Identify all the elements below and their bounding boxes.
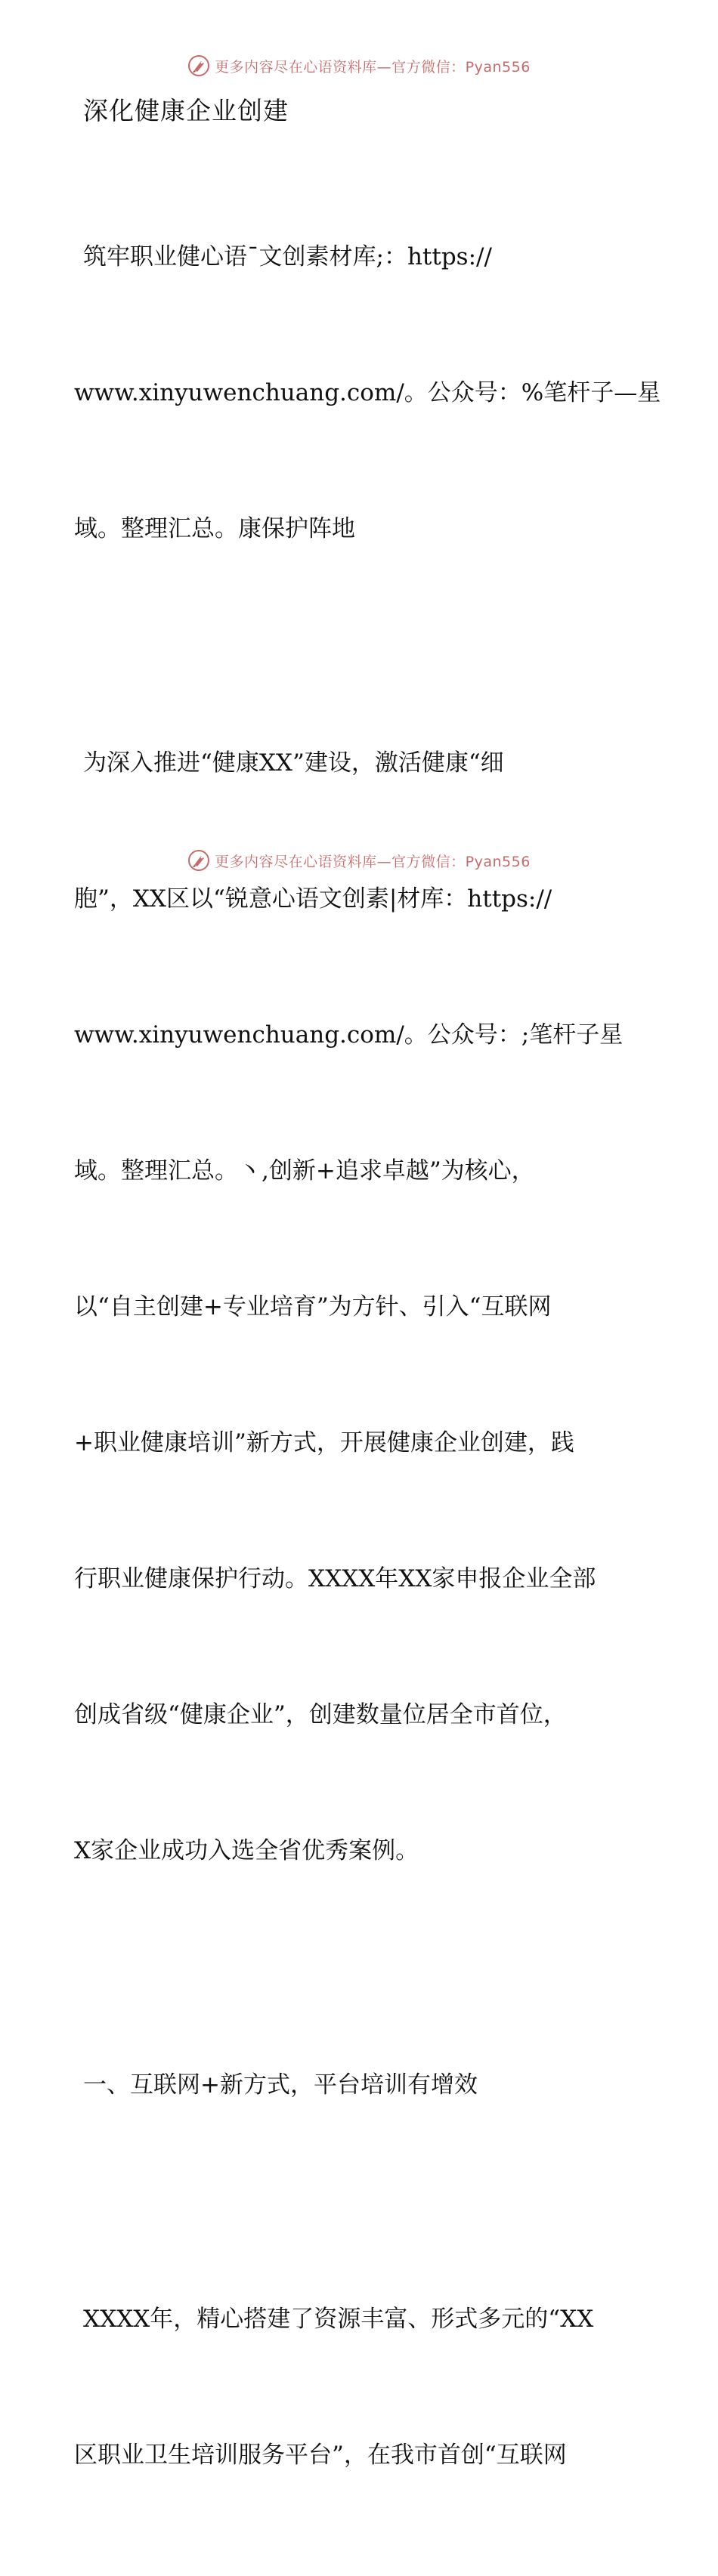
paragraph-2 (74, 650, 648, 1964)
header-banner (0, 54, 718, 77)
footer-banner (0, 849, 718, 872)
paragraph-1 (74, 144, 661, 642)
paragraph-line: X家企业成功入选全省优秀案例。 (74, 1837, 419, 1864)
section-1-heading (74, 1972, 648, 2198)
paragraph-line: 行职业健康保护行动。XXXX年XX家申报企业全部 (74, 1565, 596, 1592)
paragraph-line: 以“自主创建+专业培育”为方针、引入“互联网 (74, 1293, 552, 1320)
paragraph-line: 筑牢职业健心语¯文创素材库;：https:// (83, 243, 492, 270)
paragraph-line: 域。整理汇总。丶,创新+追求卓越”为核心， (74, 1157, 535, 1185)
paragraph-line: XXXX年，精心搭建了资源丰富、形式多元的“XX (83, 2306, 594, 2333)
paragraph-line: www.xinyuwenchuang.com/。公众号：%笔杆子—星 (74, 379, 661, 406)
pen-nib-logo-icon (187, 849, 210, 872)
paragraph-3 (74, 2206, 648, 2568)
paragraph-line: 域。整理汇总。康保护阵地 (74, 515, 355, 542)
document-body (74, 89, 661, 2576)
paragraph-line: 创成省级“健康企业”，创建数量位居全市首位， (74, 1701, 567, 1728)
paragraph-line: 区职业卫生培训服务平台”，在我市首创“互联网 (74, 2442, 567, 2469)
document-title: 深化健康企业创建 (83, 96, 289, 125)
section-heading-text: 一、互联网+新方式，平台培训有增效 (83, 2071, 478, 2099)
paragraph-line: +职业健康培训”新方式，开展健康企业创建，践 (74, 1429, 574, 1456)
paragraph-line: 为深入推进“健康XX”建设，激活健康“细 (83, 749, 504, 777)
footer-banner-text: 更多内容尽在心语资料库—官方微信：Pyan556 (215, 853, 531, 870)
paragraph-line: 胞”，XX区以“锐意心语文创素|材库：https:// (74, 885, 552, 913)
pen-nib-logo-icon (187, 54, 210, 77)
paragraph-line: www.xinyuwenchuang.com/。公众号：;笔杆子星 (74, 1021, 624, 1049)
header-banner-text: 更多内容尽在心语资料库—官方微信：Pyan556 (215, 58, 531, 76)
